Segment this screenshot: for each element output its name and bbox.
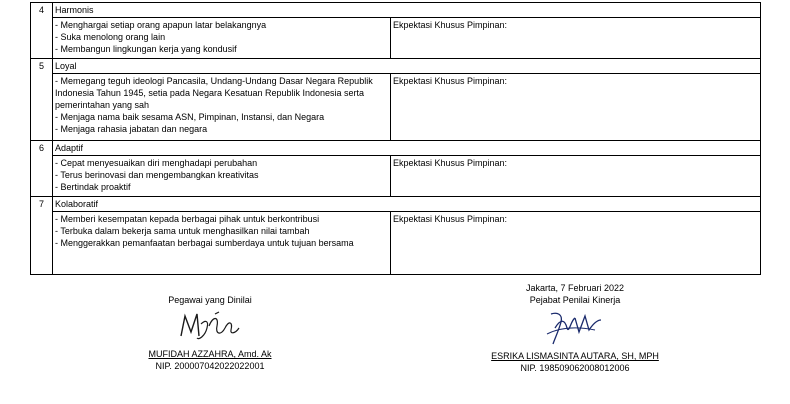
behavior-item: - Menggerakkan pemanfaatan berbagai sumberdaya untuk tujuan bersama [55,238,354,248]
assessor-signature-image [535,306,615,348]
behavior-item: - Suka menolong orang lain [55,32,166,42]
behavior-list [53,74,391,141]
assessor-role: Pejabat Penilai Kinerja [529,295,621,305]
row-number: 4 [31,3,53,59]
behavior-item: - Memegang teguh ideologi Pancasila, Undang-Undang Dasar Negara Republik [55,76,373,86]
expectation-cell: Ekpektasi Khusus Pimpinan: [391,212,761,275]
employee-name: MUFIDAH AZZAHRA, Amd. Ak [148,349,272,359]
table-row [31,74,761,141]
employee-role: Pegawai yang Dinilai [168,295,252,305]
employee-signature-image [175,306,245,344]
table-row [31,197,761,212]
behavior-list [53,18,391,59]
table-row [31,212,761,275]
behavior-list [53,156,391,197]
table-row [31,18,761,59]
behavior-item: pemerintahan yang sah [55,100,150,110]
core-values-table [30,2,761,275]
table-row [31,156,761,197]
behavior-item: - Menjaga rahasia jabatan dan negara [55,124,208,134]
behavior-list [53,212,391,275]
table-row [31,59,761,74]
value-title: Kolaboratif [53,197,761,212]
behavior-item: - Memberi kesempatan kepada berbagai pihak untuk berkontribusi [55,214,320,224]
behavior-item: - Terbuka dalam bekerja sama untuk menghasilkan nilai tambah [55,226,310,236]
row-number: 6 [31,141,53,197]
behavior-item: - Terus berinovasi dan mengembangkan kreativitas [55,170,259,180]
assessor-nip: NIP. 198509062008012006 [520,363,630,373]
expectation-cell: Ekpektasi Khusus Pimpinan: [391,156,761,197]
behavior-item: - Menjaga nama baik sesama ASN, Pimpinan, Instansi, dan Negara [55,112,325,122]
assessor-name: ESRIKA LISMASINTA AUTARA, SH, MPH [491,351,659,361]
value-title: Loyal [53,59,761,74]
employee-signature-block [110,294,310,372]
assessor-signature-block [475,282,675,374]
value-title: Harmonis [53,3,761,18]
place-date: Jakarta, 7 Februari 2022 [525,283,625,293]
value-title: Adaptif [53,141,761,156]
table-row [31,3,761,18]
expectation-cell: Ekpektasi Khusus Pimpinan: [391,74,761,141]
behavior-item: - Menghargai setiap orang apapun latar belakangnya [55,20,267,30]
behavior-item: - Cepat menyesuaikan diri menghadapi perubahan [55,158,258,168]
expectation-cell: Ekpektasi Khusus Pimpinan: [391,18,761,59]
employee-nip: NIP. 200007042022022001 [155,361,265,371]
behavior-item: Indonesia Tahun 1945, setia pada Negara Kesatuan Republik Indonesia serta [55,88,365,98]
row-number: 7 [31,197,53,275]
behavior-item: - Membangun lingkungan kerja yang kondusif [55,44,237,54]
table-row [31,141,761,156]
row-number: 5 [31,59,53,141]
behavior-item: - Bertindak proaktif [55,182,131,192]
